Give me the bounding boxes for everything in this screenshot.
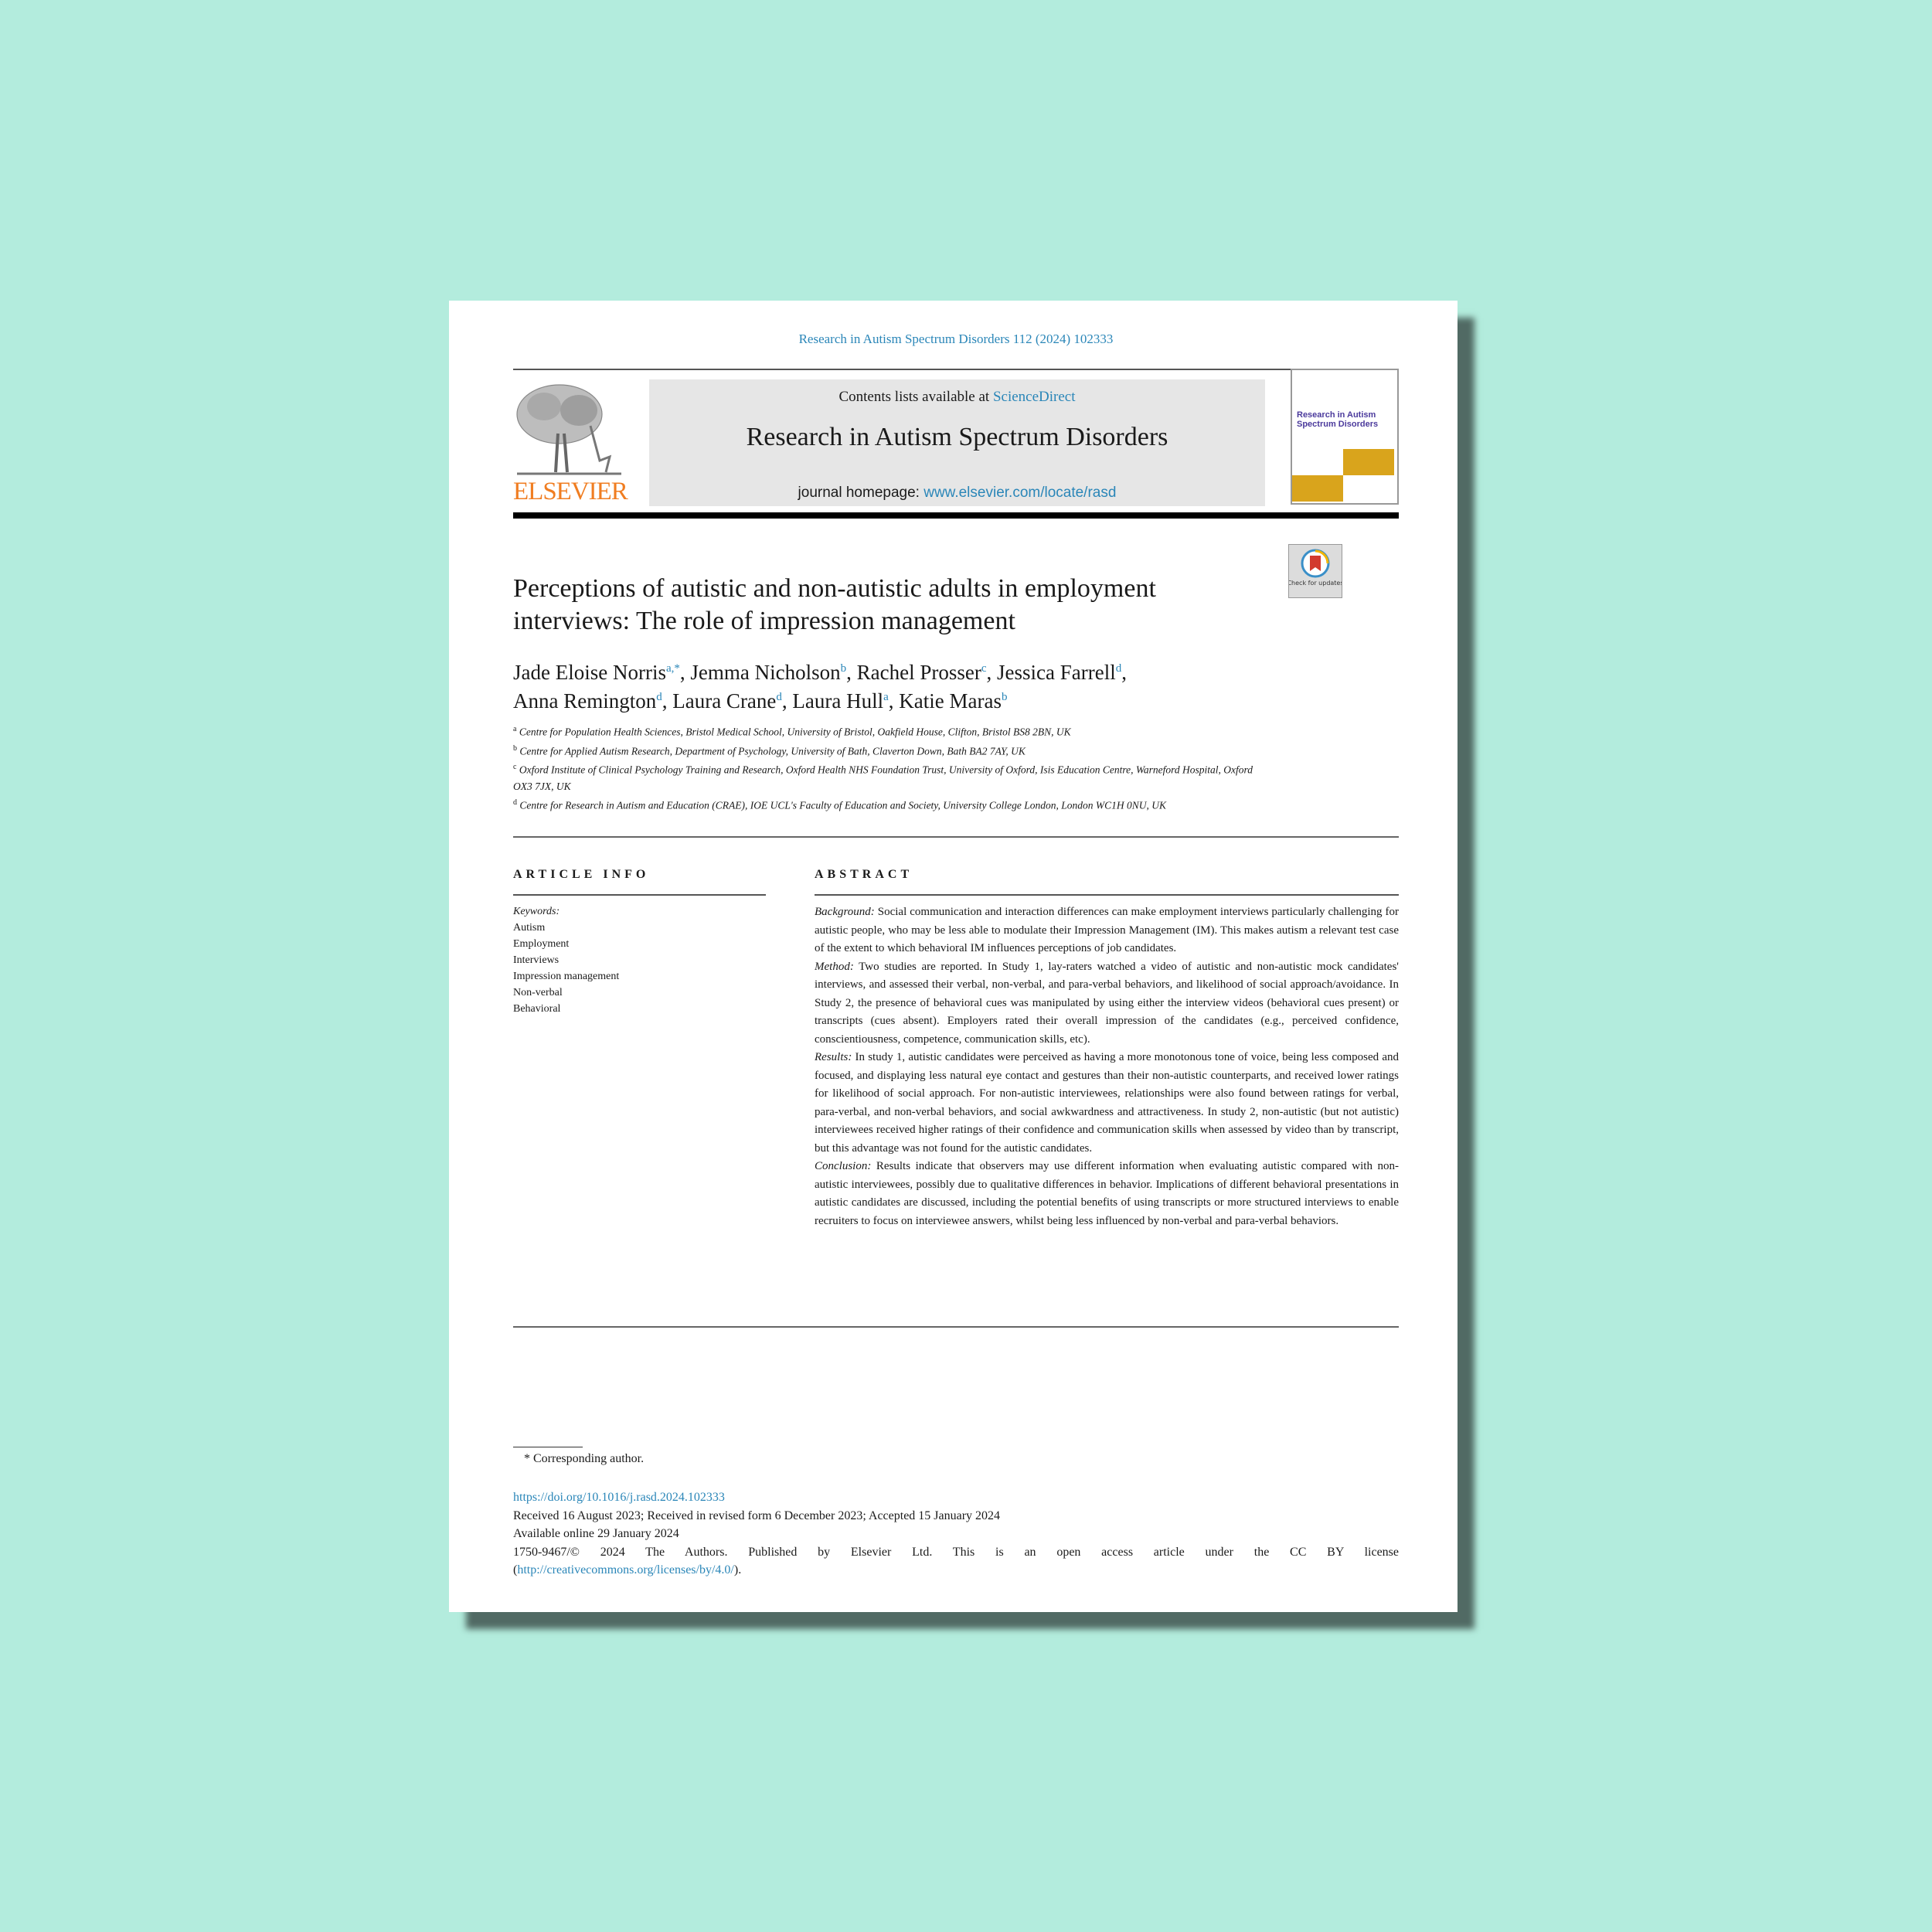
author[interactable]: Rachel Prosser$^c$ [856,661,987,684]
keyword: Non-verbal [513,987,563,998]
abstract-body [815,903,1399,1230]
available-online: Available online 29 January 2024 [513,1527,679,1540]
abstract [815,868,1399,1230]
check-for-updates-badge[interactable] [1288,544,1342,598]
cover-graphic-block [1343,449,1394,475]
corresponding-author-footnote: * Corresponding author. [524,1452,645,1465]
journal-header [513,369,1399,515]
elsevier-logo[interactable] [513,379,626,508]
keyword: Impression management [513,971,620,982]
elsevier-wordmark: ELSEVIER [513,478,628,505]
abstract-heading: ABSTRACT [815,868,1399,896]
header-top-rule [513,369,1399,370]
abstract-conclusion: Conclusion: Results indicate that observers may use different information when evaluating autistic compared with non-autistic interviewees, possibly due to qualitative differences in behavior. Implications of different behavioral presentations in autistic candidates are discussed, including the potential benefits of using transcripts or more structured interviews to enable recruiters to focus on interviewee answers, whilst being less influenced by non-verbal and para-verbal behaviors. [815,1160,1399,1227]
license-line: 1750-9467/© 2024 The Authors. Published by Elsevier Ltd. This is an open access article under the CC BY license [513,1545,1399,1559]
elsevier-tree-icon [513,379,626,480]
article-info-heading: ARTICLE INFO [513,868,766,896]
journal-cover-thumbnail[interactable] [1291,369,1399,505]
author[interactable]: Jade Eloise Norris$^{a,*}$ [513,661,680,684]
contents-line: Contents lists available at ScienceDirect [838,389,1076,405]
sciencedirect-link[interactable]: ScienceDirect [992,389,1076,405]
article-title: Perceptions of autistic and non-autistic adults in employment interviews: The role of impression management [513,574,1156,635]
article-page [449,301,1458,1612]
header-bottom-rule [513,512,1399,519]
affiliation: $^d$ Centre for Research in Autism and Education (CRAE), IOE UCL's Faculty of Education and Society, University College London, London WC1H 0NU, UK [513,798,1167,811]
journal-homepage-link[interactable]: www.elsevier.com/locate/rasd [923,485,1117,501]
keywords [513,903,766,1017]
section-divider [513,836,1399,838]
article-footer [513,1488,1399,1580]
cover-title: Research in Autism Spectrum Disorders [1297,410,1379,429]
keyword: Employment [513,938,570,950]
homepage-line: journal homepage: www.elsevier.com/locate/rasd [798,485,1117,501]
crossmark-icon [1289,545,1342,597]
doi-link[interactable]: https://doi.org/10.1016/j.rasd.2024.102333 [513,1491,725,1504]
affiliation: $^c$ Oxford Institute of Clinical Psychology Training and Research, Oxford Health NHS Foundation Trust, University of Oxford, Isis Education Centre, Warneford Hospital, Oxford OX3 7JX, UK [513,763,1253,792]
keyword: Autism [513,922,546,934]
keyword: Interviews [513,954,560,966]
article-info [513,868,766,1017]
author[interactable]: Jemma Nicholson$^b$ [690,661,847,684]
author[interactable]: Laura Hull$^a$ [792,689,889,713]
received-dates: Received 16 August 2023; Received in revised form 6 December 2023; Accepted 15 January 2024 [513,1509,1001,1522]
abstract-background: Background: Social communication and interaction differences can make employment interviews particularly challenging for autistic people, who may be less able to modulate their Impression Management (IM). This makes autism a relevant test case of the extent to which behavioral IM influences perceptions of job candidates. [815,906,1399,954]
affiliation: $^b$ Centre for Applied Autism Research, Department of Psychology, University of Bath, Claverton Down, Bath BA2 7AY, UK [513,743,1026,757]
author[interactable]: Laura Crane$^d$ [672,689,782,713]
author[interactable]: Anna Remington$^d$ [513,689,662,713]
keyword: Behavioral [513,1003,561,1015]
author[interactable]: Katie Maras$^b$ [899,689,1008,713]
abstract-results: Results: In study 1, autistic candidates were perceived as having a more monotonous tone of voice, being less composed and focused, and displaying less natural eye contact and gestures than their non-autistic counterparts, and received lower ratings for likelihood of social approach. For non-autistic interviewees, relationships were also found between ratings for verbal, para-verbal, and non-verbal behaviors, and social awkwardness and attractiveness. In study 2, non-autistic (but not autistic) interviewees received higher ratings of their confidence and communication skills when assessed by video than by transcript, but this advantage was not found for the autistic candidates. [815,1051,1399,1155]
section-divider [513,1326,1399,1328]
affiliations [513,721,1255,813]
affiliation: $^a$ Centre for Population Health Sciences, Bristol Medical School, University of Bristol, Oakfield House, Clifton, Bristol BS8 2BN, UK [513,725,1071,738]
journal-banner [649,379,1265,506]
keywords-label: Keywords: [513,906,560,917]
running-head[interactable]: Research in Autism Spectrum Disorders 112 (2024) 102333 [798,332,1114,346]
crossmark-label: Check for updates [1289,580,1342,587]
author[interactable]: Jessica Farrell$^d$ [997,661,1122,684]
cover-graphic-block [1292,475,1343,502]
author-list: Jade Eloise Norris$^{a,*}$, Jemma Nicholson$^b$, Rachel Prosser$^c$, Jessica Farrell$^d$, Anna Remington$^d$, Laura Crane$^d$, Laura Hull$^a$, Katie Maras$^b$ [513,661,1127,713]
abstract-method: Method: Two studies are reported. In Study 1, lay-raters watched a video of autistic and non-autistic mock candidates' interviews, and assessed their verbal, non-verbal, and para-verbal behaviors, and likelihood of social approach/avoidance. In Study 2, the presence of behavioral cues was manipulated by using either the interview videos (behavioral cues present) or transcripts (cues absent). Employers rated their overall impression of the candidates (e.g., perceived confidence, conscientiousness, competence, communication skills, etc). [815,960,1399,1046]
license-link[interactable]: http://creativecommons.org/licenses/by/4.0/ [517,1563,734,1577]
journal-name: Research in Autism Spectrum Disorders [746,423,1168,451]
license-url-line: (http://creativecommons.org/licenses/by/4.0/). [513,1563,742,1577]
